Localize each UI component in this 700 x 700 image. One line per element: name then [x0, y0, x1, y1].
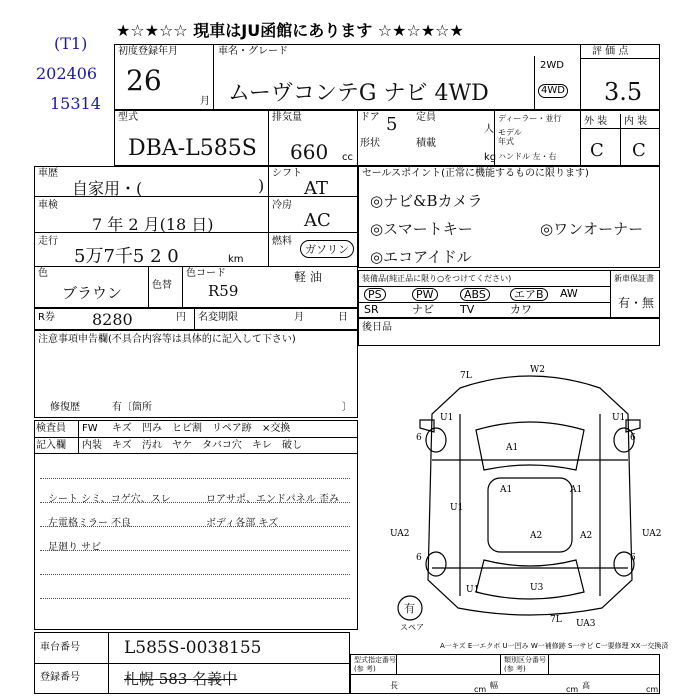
label-recycle: R券: [38, 312, 55, 323]
check-item: キレ: [252, 440, 272, 451]
label-color-change: 色替: [152, 280, 172, 291]
label-shift: シフト: [272, 168, 302, 179]
label-repair: 修復歴: [50, 402, 80, 413]
value-chassis: L585S-0038155: [124, 638, 262, 658]
diagram-mark: U1: [466, 585, 480, 595]
value-int-grade: C: [632, 140, 646, 161]
label-color: 色: [38, 268, 48, 279]
label-reg-no: 登録番号: [40, 672, 80, 683]
diagram-mark: A1: [506, 443, 519, 453]
value-cc: 660: [290, 140, 329, 164]
check-item: 凹み: [142, 423, 162, 434]
remark-1: シート シミ、コゲ穴、スレ: [48, 494, 171, 505]
diagram-mark: A1: [500, 485, 513, 495]
diagram-mark: W2: [530, 365, 545, 375]
label-handle: ハンドル 左・右: [498, 152, 557, 161]
value-ext-grade: C: [590, 140, 604, 161]
value-ac: AC: [304, 210, 331, 231]
drive-4wd: 4WD: [538, 84, 568, 98]
remark-5: 足廻り サビ: [48, 542, 102, 553]
label-chassis: 車台番号: [40, 642, 80, 653]
label-class: 類別区分番号 (参 考): [504, 656, 546, 673]
value-car-name: ムーヴコンテG ナビ 4WD: [228, 81, 489, 106]
label-capacity: 積載: [416, 138, 436, 149]
check-item: ヒビ割: [172, 423, 202, 434]
label-cc: cc: [342, 152, 353, 163]
equipment-item: SR: [364, 303, 379, 316]
label-shape: 形状: [360, 138, 380, 149]
label-length: 長: [390, 681, 398, 690]
label-history: 車歴: [38, 168, 58, 179]
check-item: タバコ穴: [202, 440, 242, 451]
equipment-item: ナビ: [412, 303, 434, 316]
diagram-mark: U3: [530, 583, 544, 593]
stamp-lane: (T1): [54, 34, 88, 53]
label-day: 日: [338, 312, 348, 323]
value-history: 自家用・(: [72, 179, 143, 198]
remark-line: [40, 478, 350, 479]
label-person: 人: [484, 124, 494, 135]
label-new-warranty: 新車保証書: [614, 274, 654, 283]
label-width: 幅: [490, 681, 498, 690]
label-car-name: 車名・グレード: [218, 46, 288, 57]
label-type-cert: 型式指定番号 (参 考): [354, 656, 396, 673]
label-month2: 月: [294, 312, 304, 323]
label-rear-seat: 後日品: [362, 322, 392, 333]
banner: ★☆★☆☆ 現車はJU函館にあります ☆★☆★☆★: [116, 21, 464, 40]
diagram-mark: UA3: [576, 619, 596, 629]
diagram-mark: U1: [612, 413, 626, 423]
label-height-cm: cm: [646, 685, 659, 694]
diagram-mark: U1: [450, 503, 464, 513]
value-color: ブラウン: [62, 284, 123, 302]
stamp-date: 202406: [36, 64, 98, 83]
remark-3: 左電格ミラー 不良: [48, 518, 132, 529]
equipment-item: ABS: [460, 288, 490, 301]
check-item: キズ: [112, 423, 132, 434]
value-inspection: 7 年 2 月(18 日): [92, 215, 214, 234]
label-km: km: [228, 254, 244, 265]
equipment-item: PS: [364, 288, 386, 301]
diagram-mark: UA2: [390, 529, 410, 539]
equipment-item: PW: [412, 288, 438, 301]
remark-line: [40, 598, 350, 599]
label-sales-points: セールスポイント(正常に機能するものに限ります): [362, 168, 589, 179]
value-reg-no: 札幌 583 名義中: [124, 670, 238, 688]
check-item: 汚れ: [142, 440, 162, 451]
value-doors: 5: [386, 114, 398, 135]
drive-2wd: 2WD: [540, 60, 564, 71]
value-warranty: 有・無: [618, 296, 655, 310]
remark-2: ロアサポ、エンドパネル 歪み: [206, 494, 339, 505]
value-recycle: 8280: [92, 310, 133, 329]
value-fuel-diesel: 軽 油: [294, 270, 322, 284]
value-model: DBA-L585S: [128, 136, 257, 161]
label-yen: 円: [176, 312, 186, 323]
label-height: 高: [582, 681, 590, 690]
diagram-mark: 7L: [550, 615, 562, 625]
check-item: ×交換: [262, 423, 291, 434]
label-length-cm: cm: [474, 685, 487, 694]
label-ext: 外 装: [584, 116, 608, 127]
label-score: 評 価 点: [592, 46, 629, 57]
label-repair-val: 有〔箇所: [112, 402, 152, 413]
remark-line: [40, 550, 350, 551]
remark-line: [40, 502, 350, 503]
sales-4: ◎エコアイドル: [370, 248, 472, 266]
check-item: 破し: [282, 440, 302, 451]
diagram-mark: 6: [416, 433, 422, 443]
value-mileage: 5万7千5 2 0: [74, 246, 179, 267]
sales-1: ◎ナビ&Bカメラ: [370, 192, 483, 210]
label-model-year: モデル 年式: [498, 128, 522, 146]
diagram-mark: U1: [440, 413, 454, 423]
check-item: 内装: [82, 440, 102, 451]
label-displacement: 排気量: [272, 112, 302, 123]
value-history-end: ): [258, 176, 265, 195]
label-inspector: 検査員: [36, 423, 66, 434]
sales-2: ◎スマートキー: [370, 220, 473, 238]
diagram-mark: UA2: [642, 529, 662, 539]
label-spare: スペア: [400, 623, 424, 632]
label-fuel: 燃料: [272, 236, 292, 247]
recycle-row: [34, 308, 358, 330]
label-dealer: ディーラー・並行: [498, 114, 562, 123]
label-expiry: 名変期限: [198, 312, 238, 323]
label-type: 型式: [118, 112, 138, 123]
label-int: 内 装: [624, 116, 648, 127]
value-year: 26: [126, 64, 162, 97]
label-repair-end: 〕: [342, 402, 352, 413]
check-item: キズ: [112, 440, 132, 451]
equipment-item: エアB: [510, 288, 548, 301]
label-inspection: 車検: [38, 200, 58, 211]
remark-4: ボディ各部 キズ: [206, 518, 279, 529]
diagram-mark: 7L: [460, 371, 472, 381]
sales-3: ◎ワンオーナー: [540, 220, 644, 238]
stamp-box: [32, 30, 116, 118]
diagram-mark: 6: [630, 553, 636, 563]
label-month: 月: [200, 96, 210, 107]
equipment-item: TV: [460, 303, 475, 316]
check-item: リペア跡: [212, 423, 252, 434]
label-first-reg: 初度登録年月: [118, 46, 178, 57]
label-doors: ドア: [360, 112, 380, 123]
label-kg: kg: [484, 152, 497, 163]
diagram-mark: 6: [416, 553, 422, 563]
diagram-mark: A2: [580, 531, 593, 541]
car-diagram: [380, 360, 680, 630]
equipment-item: AW: [560, 287, 578, 300]
rear-seat-block: [358, 318, 660, 346]
label-mileage: 走行: [38, 236, 58, 247]
check-item: ヤケ: [172, 440, 192, 451]
value-shift: AT: [304, 178, 329, 199]
label-seats: 定員: [416, 112, 436, 123]
label-notes: 注意事項申告欄(不具合内容等は具体的に記入して下さい): [38, 334, 296, 345]
spare-mark: 有: [404, 602, 415, 615]
label-entry: 記入欄: [36, 440, 66, 451]
diagram-mark: 6: [630, 433, 636, 443]
value-color-code: R59: [208, 282, 239, 300]
equipment-item: カワ: [510, 303, 532, 316]
remark-line: [40, 574, 350, 575]
label-width-cm: cm: [566, 685, 579, 694]
diagram-mark: A2: [530, 531, 543, 541]
label-ac: 冷房: [272, 200, 292, 211]
value-fuel-gas: ガソリン: [300, 240, 354, 258]
label-equipment: 装備品(純正品に限り○をつけてください): [362, 274, 512, 283]
diagram-mark: A1: [570, 485, 583, 495]
label-color-code: 色コード: [186, 268, 226, 279]
value-score: 3.5: [604, 78, 643, 106]
check-item: FW: [82, 423, 98, 434]
stamp-lot: 15314: [50, 94, 101, 113]
legend: A一キズ E一エクボ U一凹み W一補修跡 S一サビ C一要修理 XX一交換済: [440, 642, 669, 650]
remark-line: [40, 526, 350, 527]
